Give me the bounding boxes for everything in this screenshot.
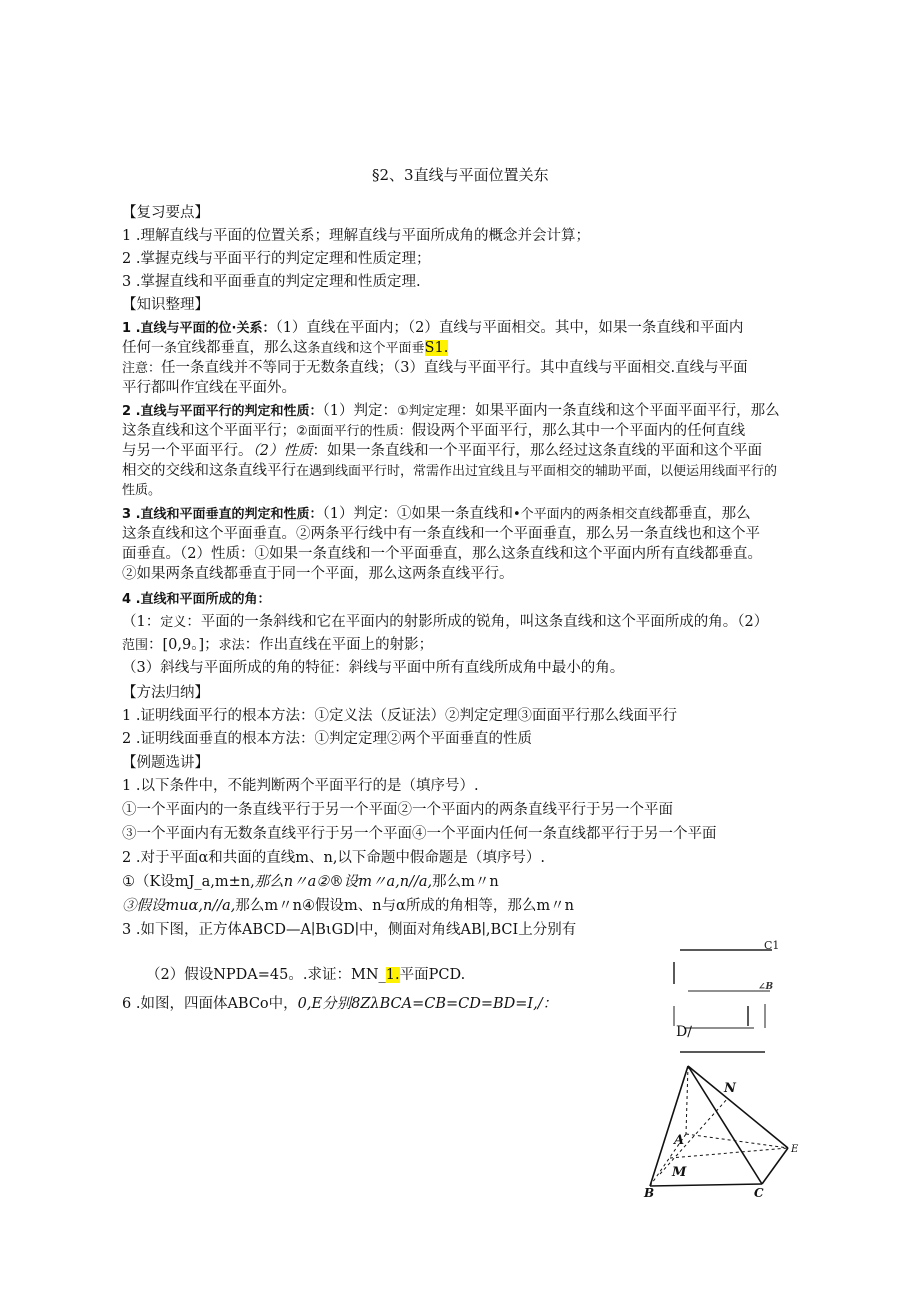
review-header: 【复习要点】: [122, 205, 209, 221]
text-span: （2）假设NPDA=45。.求证：MN_: [146, 967, 386, 983]
knowledge-p3-line4: ②如果两条直线都垂直于同一个平面，那么这两条直线平行。: [122, 566, 514, 582]
example-q6: [122, 994, 557, 1014]
text-span: 一条: [151, 341, 178, 356]
methods-header: 【方法归纳】: [122, 685, 209, 701]
label-e: E: [791, 1144, 799, 1155]
knowledge-p2-line3: [122, 441, 762, 461]
knowledge-p4-heading: 4 .直线和平面所成的角：: [122, 592, 271, 607]
label-b: ∠B: [758, 982, 774, 992]
knowledge-p2-line5: 性质。: [122, 483, 162, 498]
text-span: ：[0,9。]；: [148, 637, 219, 653]
method-item-1: 1 .证明线面平行的根本方法：①定义法（反证法）②判定定理③面面平行那么线面平行: [122, 708, 677, 724]
example-q1-options-a: ①一个平面内的一条直线平行于另一个平面②一个平面内的两条直线平行于另一个平面: [122, 802, 673, 818]
knowledge-p3-line2: 这条直线和这个平面垂直。②两条平行线中有一条直线和一个平面垂直，那么另一条直线也和这个平: [122, 526, 760, 542]
text-span: ③假设muα,n//a,: [122, 898, 236, 914]
text-span: 那么m〃n④假设m、n与α所成的角相等，那么m〃n: [235, 898, 574, 914]
review-item-2: 2 .掌握克线与平面平行的判定定理和性质定理；: [122, 251, 431, 267]
label-n: N: [724, 1081, 736, 1096]
knowledge-p3-line3: 面垂直。（2）性质：①如果一条直线和一个平面垂直，那么这条直线和这个平面内所有直线都垂直。: [122, 546, 762, 562]
text-span: 求法: [218, 638, 245, 653]
text-span: ：如果一条直线和一个平面平行，那么经过这条直线的平面和这个平面: [312, 443, 762, 459]
text-span: 任何: [122, 340, 151, 356]
knowledge-p3-line1: [122, 504, 751, 525]
cube-figure: [660, 936, 785, 1061]
text-span: ②面面平行的性质：: [296, 424, 412, 439]
text-span: ：平面的一条斜线和它在平面内的射影所成的锐角，叫这条直线和这个平面所成的角。（2）: [186, 614, 769, 630]
text-span: 范围: [122, 638, 149, 653]
knowledge-p4-line1: [122, 589, 271, 610]
knowledge-p2-heading: 2 .直线与平面平行的判定和性质：: [122, 404, 323, 419]
label-d: D∕: [676, 1024, 692, 1040]
examples-header: 【例题选讲】: [122, 755, 209, 771]
example-q1-options-b: ③一个平面内有无数条直线平行于另一个平面④一个平面内任何一条直线都平行于另一个平面: [122, 826, 717, 842]
review-item-3: 3 .掌握直线和平面垂直的判定定理和性质定理.: [122, 274, 421, 290]
knowledge-p1-heading: 1 .直线与平面的位·关系：: [122, 321, 276, 336]
example-q3: 3 .如下图，正方体ABCD—A∣BιGD∣中，侧面对角线AB∣,BCI上分别有: [122, 922, 577, 938]
text-span: 都垂直，那么: [663, 506, 751, 522]
example-q3-part2: [146, 965, 465, 985]
text-span: （1）判定：: [322, 403, 397, 419]
example-q1: 1 .以下条件中，不能判断两个平面平行的是（填序号）.: [122, 778, 479, 794]
tetrahedron-figure: [640, 1058, 805, 1198]
text-span: 定义: [160, 615, 187, 630]
text-span: •个平面内的两条相交直线: [513, 507, 664, 522]
text-span: 那么n〃a②®设m〃a,n//a,: [254, 874, 433, 890]
knowledge-p4-line2: [122, 612, 768, 633]
label-b2: B: [644, 1186, 655, 1198]
example-q2: 2 .对于平面α和共面的直线m、n,以下命题中假命题是（填序号）.: [122, 850, 546, 866]
text-span: 0,E分别8ZλBCA=CB=CD=BD=I,/：: [297, 996, 558, 1012]
text-span: 在遇到线面平行时，常需作出过宜线且与平面相交的辅助平面，以便运用线面平行的: [296, 464, 778, 479]
highlight: S1.: [424, 340, 449, 356]
knowledge-p1-line3: [122, 358, 748, 379]
text-span: （2）性质: [252, 443, 313, 459]
text-span: ①判定定理: [397, 404, 461, 419]
knowledge-p1-line1: [122, 318, 743, 339]
text-span: （1：: [122, 614, 161, 630]
example-q2-options-a: [122, 872, 499, 892]
review-item-1: 1 .理解直线与平面的位置关系；理解直线与平面所成角的概念并会计算；: [122, 228, 590, 244]
highlight: 1.: [385, 967, 400, 983]
text-span: 与另一个平面平行。: [122, 443, 253, 459]
label-c: C: [754, 1186, 764, 1198]
text-span: 那么m〃n: [432, 874, 499, 890]
label-m: M: [672, 1165, 687, 1180]
knowledge-p4-line3: [122, 635, 433, 656]
knowledge-p1-line2: [122, 338, 448, 359]
knowledge-p2-line1: [122, 401, 780, 422]
label-a: A: [674, 1133, 685, 1148]
text-span: 假设两个平面平行，那么其中一个平面内的任何直线: [411, 423, 746, 439]
text-span: ①（K设mJ_a,m±n,: [122, 874, 255, 890]
knowledge-p4-line4: （3）斜线与平面所成的角的特征：斜线与平面中所有直线所成角中最小的角。: [122, 660, 625, 676]
page-title: §2、3直线与平面位置关东: [372, 166, 549, 184]
text-span: ：作出直线在平面上的射影；: [244, 637, 434, 653]
note-label: 注意：: [122, 361, 162, 376]
knowledge-p1-line4: 平行都叫作宜线在平面外。: [122, 380, 296, 396]
label-c1: C1: [764, 939, 780, 952]
knowledge-header: 【知识整理】: [122, 297, 209, 313]
text-span: 相交的交线和这条直线平行: [122, 463, 296, 479]
text-span: 平面PCD.: [399, 967, 466, 983]
text-span: 这条直线和这个平面平行；: [122, 423, 296, 439]
knowledge-p2-line2: [122, 421, 745, 442]
text-span: 条直线和这个平面垂: [307, 341, 425, 356]
text-span: （1）判定：①如果一条直线和: [322, 506, 513, 522]
knowledge-p2-line4: [122, 461, 777, 482]
method-item-2: 2 .证明线面垂直的根本方法：①判定定理②两个平面垂直的性质: [122, 731, 532, 747]
text-span: ：如果平面内一条直线和这个平面平面平行，那么: [460, 403, 780, 419]
knowledge-p3-heading: 3 .直线和平面垂直的判定和性质：: [122, 507, 323, 522]
text-span: 宜线都垂直，那么这: [177, 340, 308, 356]
knowledge-p1-text: （1）直线在平面内；（2）直线与平面相交。其中，如果一条直线和平面内: [275, 320, 744, 336]
text-span: 6 .如图，四面体ABCo中，: [122, 996, 298, 1012]
example-q2-options-b: [122, 896, 574, 916]
text-span: 任一条直线并不等同于无数条直线；（3）直线与平面平行。其中直线与平面相交.直线与平面: [161, 360, 748, 376]
